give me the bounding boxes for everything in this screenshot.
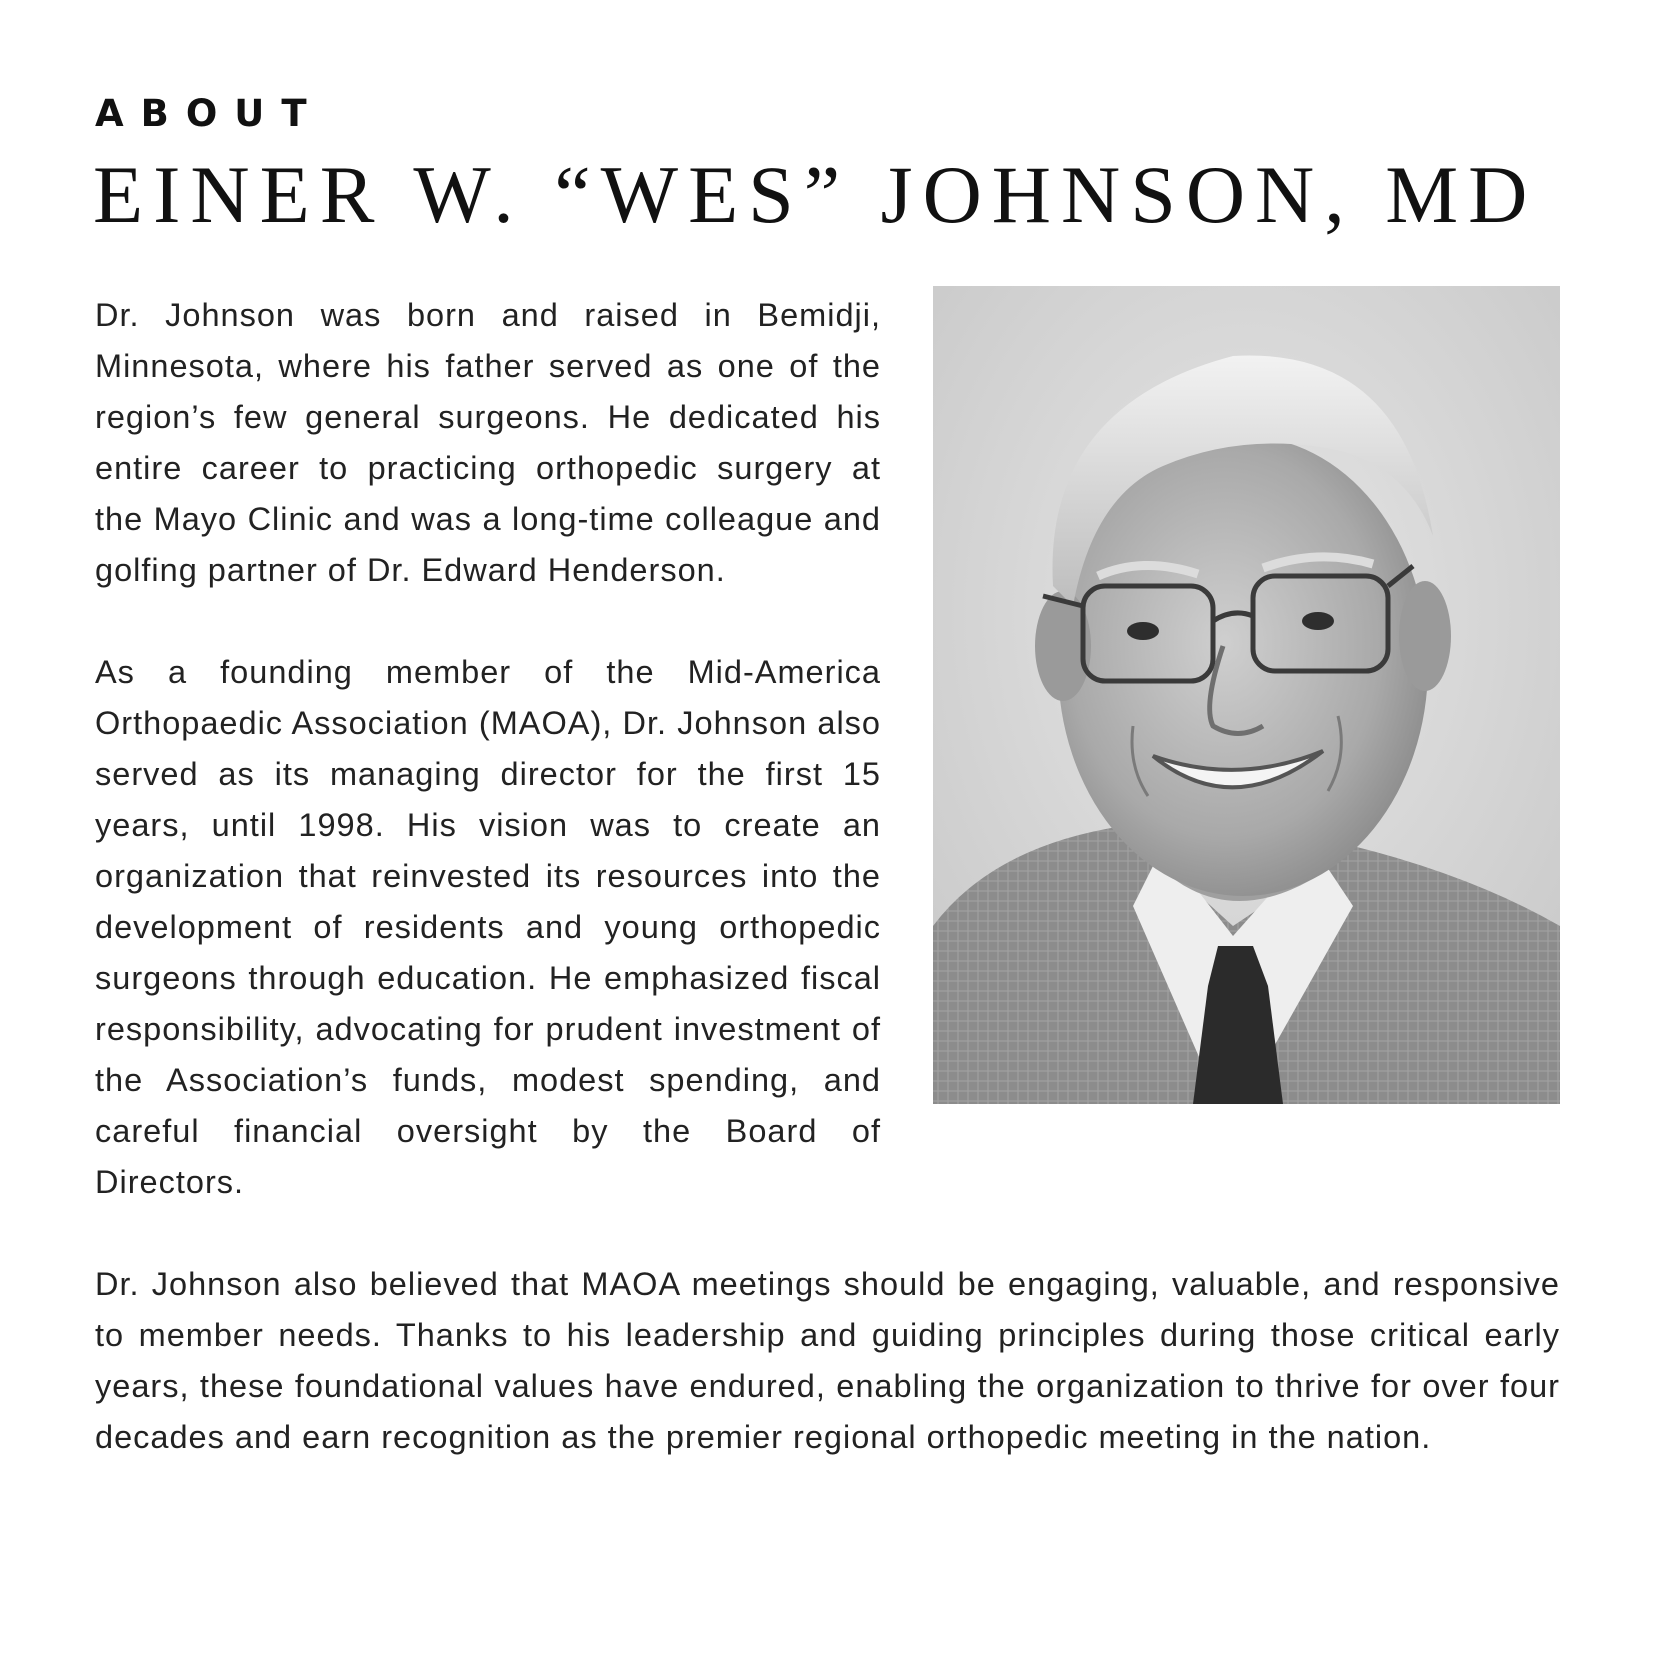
portrait-illustration bbox=[933, 286, 1560, 1104]
portrait-photo bbox=[933, 286, 1560, 1104]
biography-paragraph-1: Dr. Johnson was born and raised in Bemidji, Minnesota, where his father served as one of the region’s few general surgeons. He dedicated his entire career to practicing orthopedic surgery at the Mayo Clinic and was a long-time colleague and golfing partner of Dr. Edward Henderson. bbox=[95, 297, 881, 588]
page-title: EINER W. “WES” JOHNSON, MD bbox=[93, 149, 1538, 240]
biography-paragraph-2: As a founding member of the Mid-America Orthopaedic Association (MAOA), Dr. Johnson also served as its managing director for the first 15 years, until 1998. His vision was to create an organization that reinvested its resources into the development of residents and young orthopedic surgeons through education. He emphasized fiscal responsibility, advocating for prudent investment of the Association’s funds, modest spending, and careful financial oversight by the Board of Directors. bbox=[95, 654, 881, 1200]
section-kicker: ABOUT bbox=[95, 92, 324, 135]
biography-paragraph-3: Dr. Johnson also believed that MAOA meetings should be engaging, valuable, and responsive to member needs. Thanks to his leadership and guiding principles during those critical early years, these foundational values have endured, enabling the organization to thrive for over four decades and earn recognition as the premier regional orthopedic meeting in the nation. bbox=[95, 1266, 1560, 1455]
biography-content bbox=[95, 290, 1560, 1514]
